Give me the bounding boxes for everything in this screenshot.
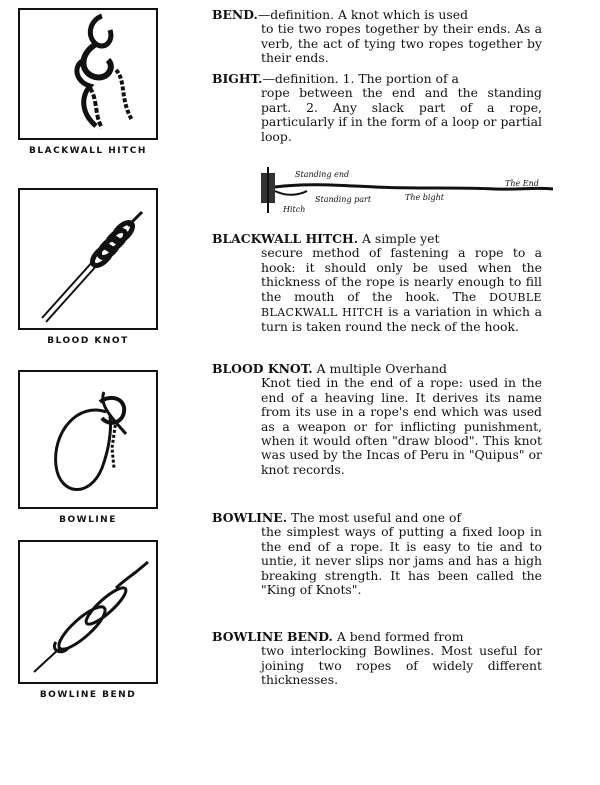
bowline-bend-illustration xyxy=(20,542,156,682)
figure-frame xyxy=(18,8,158,140)
figure-caption: BOWLINE xyxy=(59,515,117,525)
entry-body: rope between the end and the standing part. 2. Any slack part of a rope, particularly if in the form of a loop or partial loop. xyxy=(261,85,542,144)
entry-smallcaps-term: DOUBLE BLACKWALL HITCH xyxy=(261,290,542,320)
entry-term: BLACKWALL HITCH. xyxy=(212,231,359,246)
entry-first-line: A simple yet xyxy=(358,231,440,246)
figure-caption: BLACKWALL HITCH xyxy=(29,146,147,156)
entry-first-line: —definition. A knot which is used xyxy=(257,7,469,22)
entry-body: Knot tied in the end of a rope: used in the end of a heaving line. It derives its name from its use in a rope's end which was used as a weapon or for inflicting punishment, when it would often "draw blood". This knot was used by the Incas of Peru in "Quipus" or knot records. xyxy=(261,375,542,477)
entry-first-line: A bend formed from xyxy=(332,629,464,644)
blood-knot-illustration xyxy=(20,190,156,328)
figure-frame xyxy=(18,188,158,330)
entry-term: BOWLINE BEND. xyxy=(212,629,333,644)
figure-blackwall-hitch xyxy=(18,8,158,156)
figure-caption: BLOOD KNOT xyxy=(47,336,129,346)
entry-body-text: is a variation in which a turn is taken round the neck of the hook. xyxy=(261,304,542,335)
entry-bowline-bend xyxy=(212,630,542,688)
figure-blood-knot xyxy=(18,188,158,346)
entry-term: BLOOD KNOT. xyxy=(212,361,313,376)
entry-bend xyxy=(212,8,542,66)
entry-term: BOWLINE. xyxy=(212,510,288,525)
bowline-illustration xyxy=(20,372,156,507)
entry-body: to tie two ropes together by their ends. As a verb, the act of tying two ropes together by their ends. xyxy=(261,21,542,66)
figure-frame xyxy=(18,370,158,509)
blackwall-hitch-illustration xyxy=(20,10,156,138)
label-the-bight: The bight xyxy=(405,193,444,202)
entry-term: BEND. xyxy=(212,7,258,22)
entry-bight xyxy=(212,72,542,144)
entry-body xyxy=(212,246,542,334)
label-the-end: The End xyxy=(505,179,539,188)
entry-first-line: A multiple Overhand xyxy=(312,361,447,376)
entry-first-line: The most useful and one of xyxy=(287,510,462,525)
figure-frame xyxy=(18,540,158,684)
label-hitch: Hitch xyxy=(283,205,306,214)
label-standing-end: Standing end xyxy=(295,170,350,179)
entry-blood-knot xyxy=(212,362,542,477)
figure-bowline xyxy=(18,370,158,525)
entry-first-line: —definition. 1. The portion of a xyxy=(262,71,459,86)
entry-body: two interlocking Bowlines. Most useful for joining two ropes of widely different thicknesses. xyxy=(261,643,542,688)
entry-bowline xyxy=(212,511,542,597)
figure-caption: BOWLINE BEND xyxy=(39,690,137,700)
label-standing-part: Standing part xyxy=(315,195,372,204)
bight-diagram xyxy=(255,165,555,217)
entry-body: the simplest ways of putting a fixed loop in the end of a rope. It is easy to tie and to untie, it never slips nor jams and has a high breaking strength. It has been called the "King of Knots". xyxy=(261,524,542,598)
entry-term: BIGHT. xyxy=(212,71,263,86)
entry-blackwall-hitch xyxy=(212,232,542,335)
figure-bowline-bend xyxy=(18,540,158,700)
entry-body-text: secure method of fastening a rope to a hook: it should only be used when the thickness of the rope is nearly enough to fill the mouth of the hook. The xyxy=(261,245,542,304)
